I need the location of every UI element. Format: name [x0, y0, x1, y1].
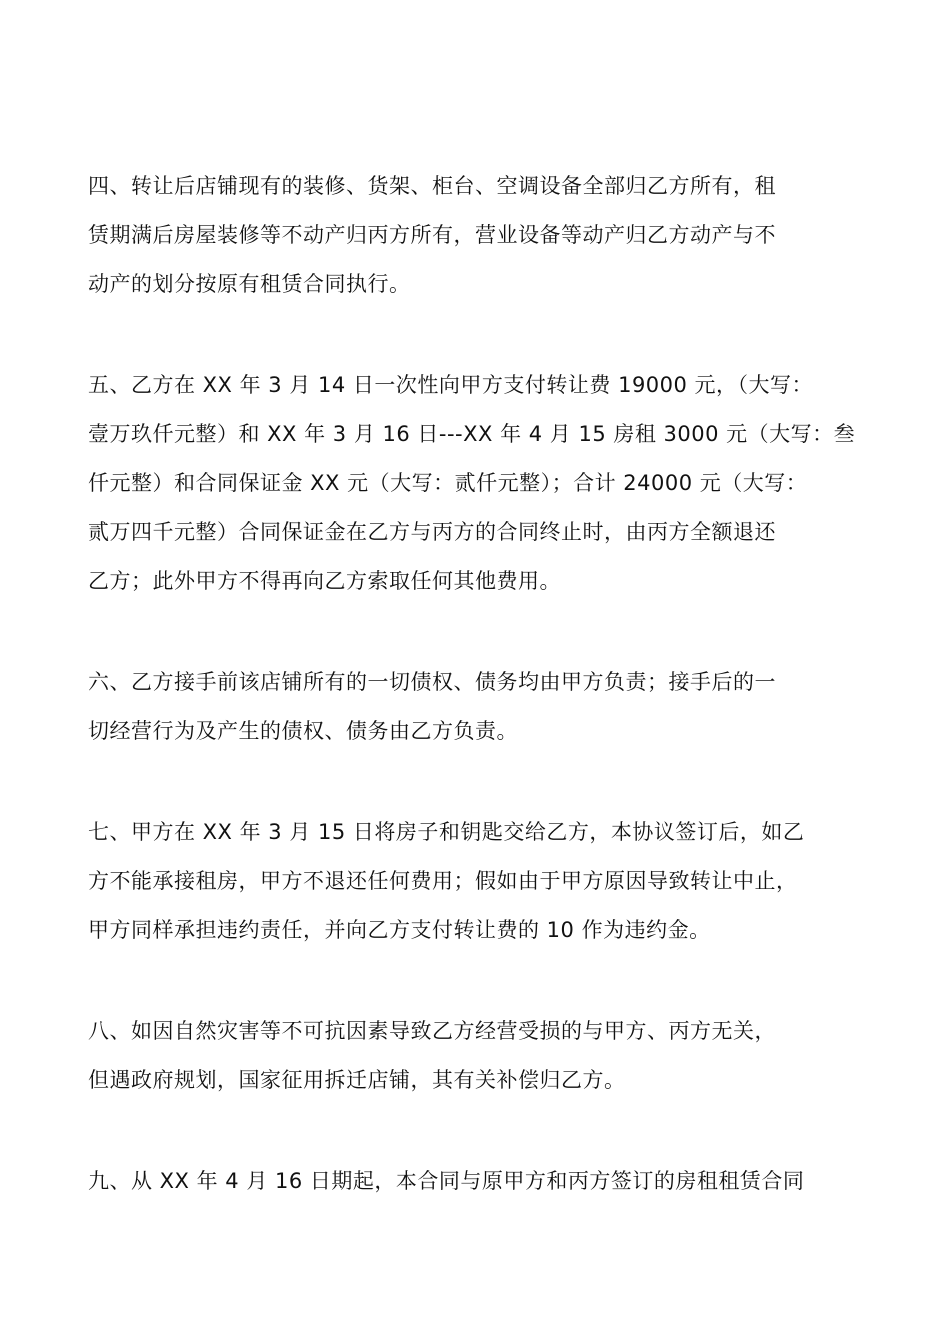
clause-line: 甲方同样承担违约责任，并向乙方支付转让费的 10 作为违约金。 — [88, 918, 711, 942]
clause-line: 但遇政府规划，国家征用拆迁店铺，其有关补偿归乙方。 — [88, 1068, 626, 1092]
clause-7-paragraph — [88, 808, 868, 955]
clause-line: 切经营行为及产生的债权、债务由乙方负责。 — [88, 719, 518, 743]
clause-5-paragraph — [88, 361, 868, 606]
clause-line: 动产的划分按原有租赁合同执行。 — [88, 272, 411, 296]
clause-line: 仟元整）和合同保证金 XX 元（大写：贰仟元整）；合计 24000 元（大写： — [88, 471, 808, 495]
clause-line: 方不能承接租房，甲方不退还任何费用；假如由于甲方原因导致转让中止， — [88, 869, 798, 893]
clause-6-paragraph — [88, 658, 868, 756]
clause-line: 四、转让后店铺现有的装修、货架、柜台、空调设备全部归乙方所有，租 — [88, 174, 776, 198]
clause-line: 赁期满后房屋装修等不动产归丙方所有，营业设备等动产归乙方动产与不 — [88, 223, 776, 247]
document-body — [88, 162, 868, 1258]
clause-line: 六、乙方接手前该店铺所有的一切债权、债务均由甲方负责；接手后的一 — [88, 670, 776, 694]
clause-line: 八、如因自然灾害等不可抗因素导致乙方经营受损的与甲方、丙方无关， — [88, 1019, 776, 1043]
clause-line: 乙方；此外甲方不得再向乙方索取任何其他费用。 — [88, 569, 561, 593]
clause-8-paragraph — [88, 1007, 868, 1105]
clause-line: 九、从 XX 年 4 月 16 日期起，本合同与原甲方和丙方签订的房租租赁合同 — [88, 1169, 805, 1193]
clause-line: 七、甲方在 XX 年 3 月 15 日将房子和钥匙交给乙方，本协议签订后，如乙 — [88, 820, 805, 844]
clause-line: 壹万玖仟元整）和 XX 年 3 月 16 日---XX 年 4 月 15 房租 3000 元（大写：叁 — [88, 422, 856, 446]
clause-9-paragraph — [88, 1157, 868, 1206]
clause-4-paragraph — [88, 162, 868, 309]
clause-line: 贰万四千元整）合同保证金在乙方与丙方的合同终止时，由丙方全额退还 — [88, 520, 776, 544]
clause-line: 五、乙方在 XX 年 3 月 14 日一次性向甲方支付转让费 19000 元，（大写： — [88, 373, 814, 397]
